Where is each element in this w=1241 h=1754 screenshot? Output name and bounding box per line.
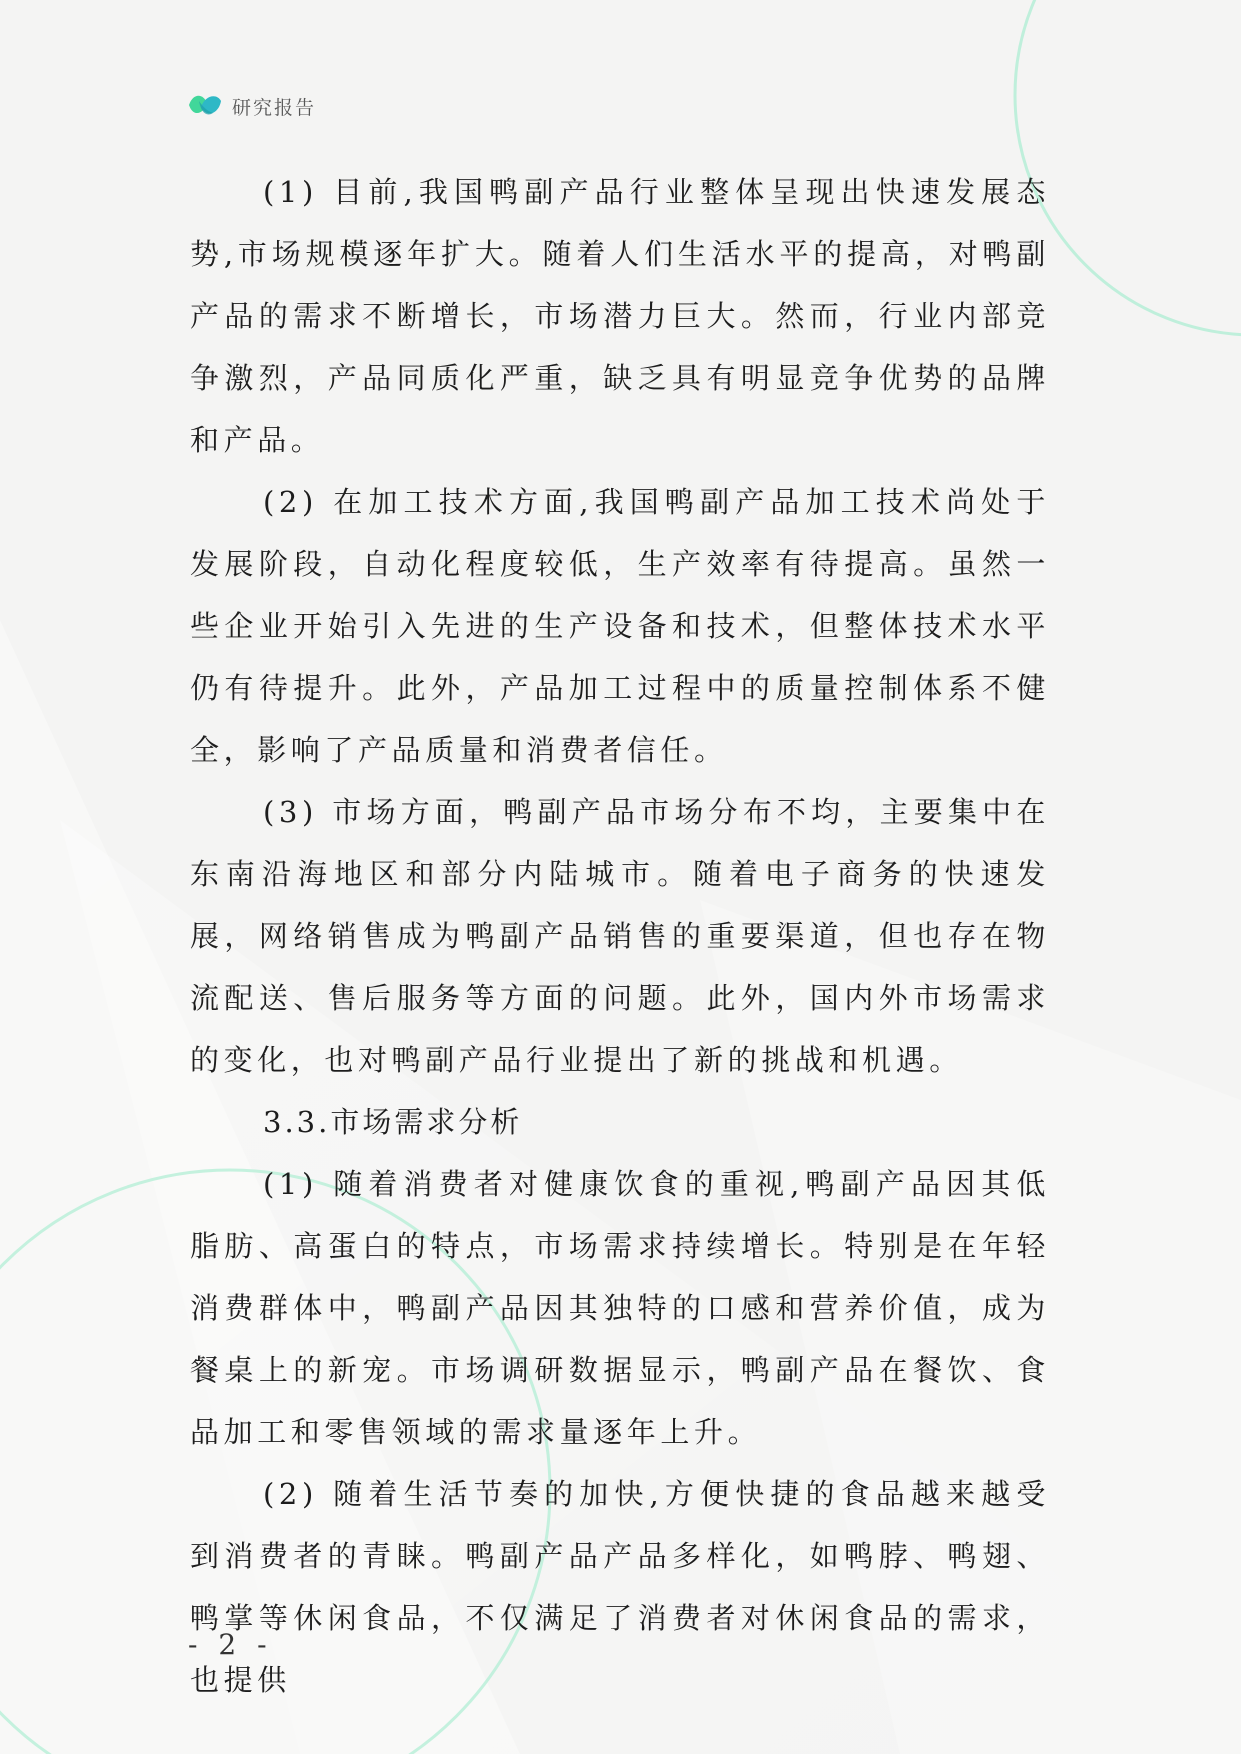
paragraph-3: (3) 市场方面，鸭副产品市场分布不均，主要集中在东南沿海地区和部分内陆城市。随着电子商务的快速发展，网络销售成为鸭副产品销售的重要渠道，但也存在物流配送、售后服务等方面的问题。此外，国内外市场需求的变化，也对鸭副产品行业提出了新的挑战和机遇。 bbox=[190, 795, 1050, 1077]
section-heading: 3.3.市场需求分析 bbox=[263, 1105, 523, 1139]
paragraph-4: (1) 随着消费者对健康饮食的重视,鸭副产品因其低脂肪、高蛋白的特点，市场需求持续增长。特别是在年轻消费群体中，鸭副产品因其独特的口感和营养价值，成为餐桌上的新宠。市场调研数据显示，鸭副产品在餐饮、食品加工和零售领域的需求量逐年上升。 bbox=[190, 1167, 1050, 1449]
paragraph-2: (2) 在加工技术方面,我国鸭副产品加工技术尚处于发展阶段，自动化程度较低，生产效率有待提高。虽然一些企业开始引入先进的生产设备和技术，但整体技术水平仍有待提升。此外，产品加工过程中的质量控制体系不健全，影响了产品质量和消费者信任。 bbox=[190, 485, 1050, 767]
document-body bbox=[190, 161, 1050, 1711]
report-header bbox=[187, 88, 316, 124]
header-label: 研究报告 bbox=[232, 96, 317, 119]
paragraph-5: (2) 随着生活节奏的加快,方便快捷的食品越来越受到消费者的青睐。鸭副产品产品多样化，如鸭脖、鸭翅、鸭掌等休闲食品，不仅满足了消费者对休闲食品的需求，也提供 bbox=[190, 1477, 1050, 1697]
leaf-logo-icon bbox=[187, 91, 223, 121]
page-number: - 2 - bbox=[188, 1628, 273, 1661]
paragraph-1: (1) 目前,我国鸭副产品行业整体呈现出快速发展态势,市场规模逐年扩大。随着人们生活水平的提高，对鸭副产品的需求不断增长，市场潜力巨大。然而，行业内部竞争激烈，产品同质化严重，缺乏具有明显竞争优势的品牌和产品。 bbox=[190, 175, 1050, 457]
